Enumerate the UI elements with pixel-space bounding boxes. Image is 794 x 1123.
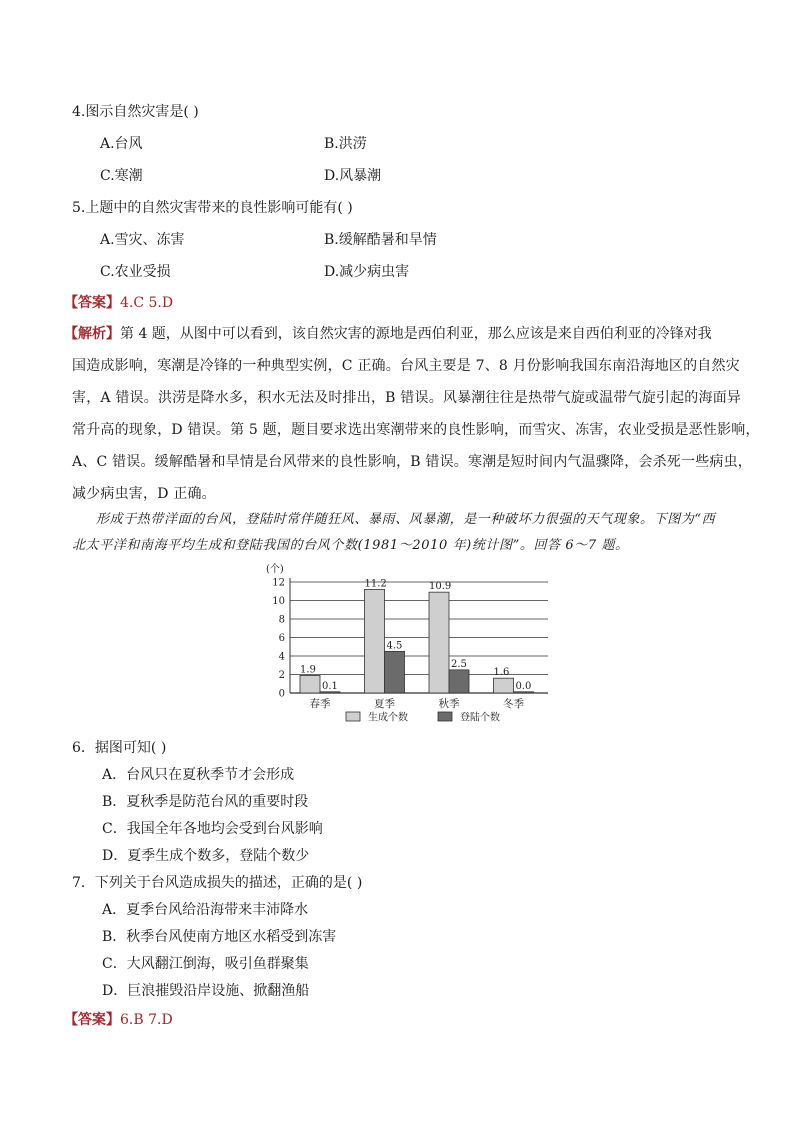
question-6-option-c: C．我国全年各地均会受到台风影响 <box>102 821 323 837</box>
y-tick-label: 8 <box>278 614 285 626</box>
analysis-line-6: 减少病虫害，D 正确。 <box>72 486 216 502</box>
y-tick-label: 6 <box>278 633 285 644</box>
answer-tag: 【答案】 <box>64 1012 120 1028</box>
bar-landed <box>385 651 405 693</box>
bar-value-label: 0.1 <box>322 680 338 692</box>
bar-formed <box>365 589 385 693</box>
question-5-stem: 5.上题中的自然灾害带来的良性影响可能有( ) <box>72 200 353 216</box>
legend-swatch <box>438 712 452 721</box>
typhoon-bar-chart <box>252 560 552 730</box>
question-4-option-c: C.寒潮 <box>100 168 143 184</box>
question-5-option-c: C.农业受损 <box>100 264 171 280</box>
chart-y-ticks <box>272 578 285 700</box>
chart-x-ticks <box>310 697 525 710</box>
question-4-option-d: D.风暴潮 <box>324 168 382 184</box>
question-6-option-d: D．夏季生成个数多，登陆个数少 <box>102 848 310 864</box>
answer-block-1 <box>64 293 173 313</box>
bar-value-label: 4.5 <box>386 640 403 652</box>
question-5-option-d: D.减少病虫害 <box>324 264 410 280</box>
legend-label: 登陆个数 <box>460 712 500 724</box>
analysis-line-3: 害，A 错误。洪涝是降水多，积水无法及时排出，B 错误。风暴潮往往是热带气旋或温带气旋引起的海面异 <box>72 390 742 406</box>
answer-block-2 <box>64 1010 173 1030</box>
x-tick-label: 冬季 <box>503 698 524 710</box>
bar-value-label: 1.9 <box>300 664 316 676</box>
material-intro-line-2: 北太平洋和南海平均生成和登陆我国的台风个数(1981～2010 年)统计图”。回答 6～7 题。 <box>72 538 629 553</box>
question-4-option-b: B.洪涝 <box>324 136 367 152</box>
bar-value-label: 2.5 <box>451 658 467 670</box>
question-6-option-b: B．夏秋季是防范台风的重要时段 <box>102 794 309 810</box>
legend-label: 生成个数 <box>368 712 408 724</box>
bar-landed <box>449 670 469 693</box>
answer-value: 4.C 5.D <box>120 295 174 311</box>
question-5-option-b: B.缓解酷暑和旱情 <box>324 232 437 248</box>
question-7-option-d: D．巨浪摧毁沿岸设施、掀翻渔船 <box>102 983 310 999</box>
bar-value-label: 10.9 <box>429 581 452 593</box>
x-tick-label: 秋季 <box>438 698 460 710</box>
bar-value-label: 0.0 <box>515 680 532 692</box>
y-tick-label: 4 <box>278 651 285 663</box>
question-5-option-a: A.雪灾、冻害 <box>100 232 185 248</box>
bar-formed <box>494 678 514 693</box>
analysis-line-4: 常升高的现象，D 错误。第 5 题，题目要求选出寒潮带来的良性影响，而雪灾、冻害，农业受损是恶性影响， <box>72 422 760 438</box>
y-tick-label: 10 <box>272 596 285 607</box>
y-tick-label: 12 <box>272 577 285 589</box>
y-tick-label: 2 <box>278 670 285 681</box>
bar-formed <box>429 592 449 693</box>
x-tick-label: 春季 <box>309 698 331 710</box>
question-6-option-a: A．台风只在夏秋季节才会形成 <box>102 767 295 783</box>
analysis-text-1: 第 4 题，从图中可以看到，该自然灾害的源地是西伯利亚，那么应该是来自西伯利亚的冷锋对我 <box>120 326 712 342</box>
analysis-tag: 【解析】 <box>64 326 120 342</box>
bar-landed <box>320 692 340 693</box>
bar-value-label: 1.6 <box>493 667 510 679</box>
bar-landed <box>514 692 534 693</box>
bar-formed <box>300 675 320 693</box>
material-intro-line-1: 形成于热带洋面的台风，登陆时常伴随狂风、暴雨、风暴潮，是一种破坏力很强的天气现象。下图为“西 <box>96 512 716 527</box>
answer-value: 6.B 7.D <box>120 1012 173 1028</box>
question-6-stem: 6．据图可知( ) <box>72 740 167 756</box>
answer-tag: 【答案】 <box>64 295 120 311</box>
bar-value-label: 11.2 <box>364 578 387 590</box>
y-tick-label: 0 <box>278 688 285 700</box>
analysis-line-5: A、C 错误。缓解酷暑和旱情是台风带来的良性影响，B 错误。寒潮是短时间内气温骤降，会杀死一些病虫， <box>72 454 753 470</box>
question-7-option-c: C．大风翻江倒海，吸引鱼群聚集 <box>102 956 309 972</box>
x-tick-label: 夏季 <box>374 698 395 710</box>
legend-swatch <box>346 712 360 721</box>
analysis-line-1 <box>64 324 712 344</box>
question-7-stem: 7．下列关于台风造成损失的描述，正确的是( ) <box>72 875 363 891</box>
question-4-stem: 4.图示自然灾害是( ) <box>72 104 199 120</box>
analysis-line-2: 国造成影响，寒潮是冷锋的一种典型实例，C 正确。台风主要是 7、8 月份影响我国东南沿海地区的自然灾 <box>72 358 740 374</box>
chart-unit-label: (个) <box>266 564 284 575</box>
chart-legend <box>346 711 500 724</box>
question-7-option-b: B．秋季台风使南方地区水稻受到冻害 <box>102 929 337 945</box>
question-7-option-a: A．夏季台风给沿海带来丰沛降水 <box>102 902 309 918</box>
question-4-option-a: A.台风 <box>100 136 143 152</box>
